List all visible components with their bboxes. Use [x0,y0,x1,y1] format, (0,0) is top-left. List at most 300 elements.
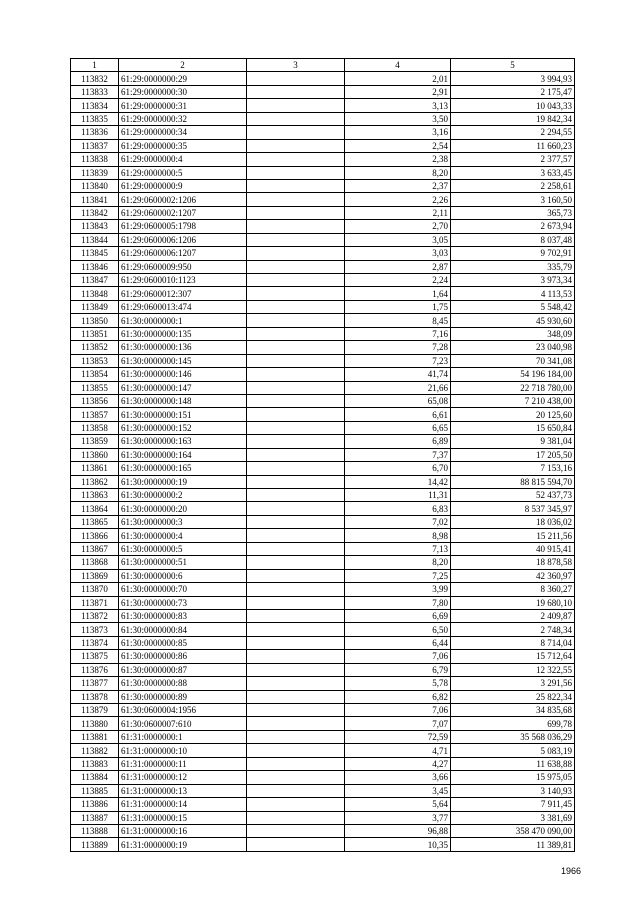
cadastral-number-cell: 61:30:0000000:6 [119,569,247,582]
table-row [71,233,575,246]
empty-cell [247,583,345,596]
cadastral-number-cell: 61:30:0000000:2 [119,489,247,502]
table-row [71,166,575,179]
empty-cell [247,300,345,313]
value-cell: 2,54 [345,139,451,152]
cadastral-number-cell: 61:30:0000000:4 [119,529,247,542]
row-number-cell: 113874 [71,636,119,649]
amount-cell: 11 389,81 [451,838,575,851]
amount-cell: 70 341,08 [451,354,575,367]
amount-cell: 54 196 184,00 [451,368,575,381]
empty-cell [247,72,345,85]
table-row [71,368,575,381]
cadastral-number-cell: 61:29:0600013:474 [119,300,247,313]
value-cell: 72,59 [345,730,451,743]
amount-cell: 2 409,87 [451,609,575,622]
amount-cell: 3 381,69 [451,811,575,824]
table-row [71,824,575,837]
column-header-4: 4 [345,59,451,72]
amount-cell: 3 994,93 [451,72,575,85]
amount-cell: 2 377,57 [451,153,575,166]
empty-cell [247,85,345,98]
amount-cell: 18 036,02 [451,515,575,528]
value-cell: 3,45 [345,784,451,797]
row-number-cell: 113887 [71,811,119,824]
row-number-cell: 113841 [71,193,119,206]
empty-cell [247,153,345,166]
row-number-cell: 113873 [71,623,119,636]
empty-cell [247,650,345,663]
empty-cell [247,489,345,502]
row-number-cell: 113854 [71,368,119,381]
table-row [71,300,575,313]
amount-cell: 10 043,33 [451,99,575,112]
cadastral-number-cell: 61:29:0600010:1123 [119,274,247,287]
amount-cell: 3 973,34 [451,274,575,287]
empty-cell [247,354,345,367]
cadastral-number-cell: 61:31:0000000:11 [119,757,247,770]
row-number-cell: 113881 [71,730,119,743]
amount-cell: 9 702,91 [451,247,575,260]
amount-cell: 5 548,42 [451,300,575,313]
cadastral-number-cell: 61:30:0000000:152 [119,421,247,434]
value-cell: 2,70 [345,220,451,233]
row-number-cell: 113872 [71,609,119,622]
value-cell: 3,99 [345,583,451,596]
empty-cell [247,99,345,112]
value-cell: 5,78 [345,677,451,690]
cadastral-number-cell: 61:30:0000000:148 [119,394,247,407]
cadastral-number-cell: 61:30:0000000:151 [119,408,247,421]
amount-cell: 19 842,34 [451,112,575,125]
cadastral-number-cell: 61:31:0000000:14 [119,798,247,811]
cadastral-number-cell: 61:29:0600012:307 [119,287,247,300]
value-cell: 4,71 [345,744,451,757]
empty-cell [247,247,345,260]
cadastral-number-cell: 61:29:0000000:32 [119,112,247,125]
amount-cell: 17 205,50 [451,448,575,461]
row-number-cell: 113866 [71,529,119,542]
cadastral-number-cell: 61:30:0600007:610 [119,717,247,730]
empty-cell [247,220,345,233]
table-row [71,623,575,636]
value-cell: 65,08 [345,394,451,407]
amount-cell: 7 210 438,00 [451,394,575,407]
column-header-5: 5 [451,59,575,72]
row-number-cell: 113876 [71,663,119,676]
row-number-cell: 113885 [71,784,119,797]
value-cell: 7,13 [345,542,451,555]
amount-cell: 9 381,04 [451,435,575,448]
row-number-cell: 113855 [71,381,119,394]
table-row [71,569,575,582]
row-number-cell: 113843 [71,220,119,233]
value-cell: 2,91 [345,85,451,98]
empty-cell [247,435,345,448]
cadastral-number-cell: 61:31:0000000:16 [119,824,247,837]
value-cell: 7,23 [345,354,451,367]
row-number-cell: 113883 [71,757,119,770]
table-row [71,838,575,851]
cadastral-number-cell: 61:30:0000000:19 [119,475,247,488]
amount-cell: 25 822,34 [451,690,575,703]
value-cell: 11,31 [345,489,451,502]
row-number-cell: 113839 [71,166,119,179]
table-row [71,609,575,622]
table-row [71,126,575,139]
cadastral-number-cell: 61:30:0000000:147 [119,381,247,394]
row-number-cell: 113835 [71,112,119,125]
cadastral-number-cell: 61:29:0000000:4 [119,153,247,166]
header-row [71,59,575,72]
value-cell: 8,98 [345,529,451,542]
empty-cell [247,717,345,730]
row-number-cell: 113870 [71,583,119,596]
table-row [71,475,575,488]
table-row [71,327,575,340]
table-row [71,408,575,421]
value-cell: 6,70 [345,462,451,475]
value-cell: 2,24 [345,274,451,287]
empty-cell [247,515,345,528]
row-number-cell: 113851 [71,327,119,340]
table-row [71,448,575,461]
row-number-cell: 113867 [71,542,119,555]
cadastral-number-cell: 61:30:0000000:165 [119,462,247,475]
cadastral-number-cell: 61:29:0600009:950 [119,260,247,273]
cadastral-number-cell: 61:30:0000000:89 [119,690,247,703]
cadastral-number-cell: 61:30:0000000:135 [119,327,247,340]
amount-cell: 11 638,88 [451,757,575,770]
row-number-cell: 113832 [71,72,119,85]
empty-cell [247,502,345,515]
row-number-cell: 113834 [71,99,119,112]
table-row [71,704,575,717]
value-cell: 8,20 [345,166,451,179]
empty-cell [247,609,345,622]
value-cell: 6,69 [345,609,451,622]
table-row [71,798,575,811]
amount-cell: 365,73 [451,206,575,219]
table-row [71,717,575,730]
empty-cell [247,421,345,434]
cadastral-number-cell: 61:30:0000000:51 [119,556,247,569]
amount-cell: 5 083,19 [451,744,575,757]
row-number-cell: 113882 [71,744,119,757]
table-row [71,220,575,233]
empty-cell [247,327,345,340]
amount-cell: 2 748,34 [451,623,575,636]
row-number-cell: 113856 [71,394,119,407]
amount-cell: 2 175,47 [451,85,575,98]
table-row [71,757,575,770]
row-number-cell: 113833 [71,85,119,98]
cadastral-number-cell: 61:29:0000000:31 [119,99,247,112]
value-cell: 4,27 [345,757,451,770]
value-cell: 3,77 [345,811,451,824]
amount-cell: 3 633,45 [451,166,575,179]
value-cell: 3,03 [345,247,451,260]
row-number-cell: 113886 [71,798,119,811]
cadastral-number-cell: 61:31:0000000:10 [119,744,247,757]
table-row [71,650,575,663]
empty-cell [247,341,345,354]
cadastral-number-cell: 61:29:0600006:1207 [119,247,247,260]
empty-cell [247,314,345,327]
row-number-cell: 113879 [71,704,119,717]
empty-cell [247,408,345,421]
cadastral-number-cell: 61:29:0600006:1206 [119,233,247,246]
value-cell: 3,05 [345,233,451,246]
value-cell: 7,02 [345,515,451,528]
amount-cell: 22 718 780,00 [451,381,575,394]
table-row [71,206,575,219]
value-cell: 5,64 [345,798,451,811]
table-row [71,489,575,502]
value-cell: 3,16 [345,126,451,139]
cadastral-number-cell: 61:29:0600002:1206 [119,193,247,206]
amount-cell: 4 113,53 [451,287,575,300]
cadastral-number-cell: 61:29:0000000:9 [119,179,247,192]
value-cell: 7,37 [345,448,451,461]
empty-cell [247,126,345,139]
row-number-cell: 113842 [71,206,119,219]
row-number-cell: 113836 [71,126,119,139]
empty-cell [247,287,345,300]
value-cell: 7,06 [345,704,451,717]
table-row [71,542,575,555]
table-row [71,556,575,569]
amount-cell: 34 835,68 [451,704,575,717]
empty-cell [247,771,345,784]
table-row [71,193,575,206]
table-row [71,690,575,703]
cadastral-number-cell: 61:30:0000000:85 [119,636,247,649]
value-cell: 2,38 [345,153,451,166]
value-cell: 7,25 [345,569,451,582]
value-cell: 2,26 [345,193,451,206]
amount-cell: 15 211,56 [451,529,575,542]
column-header-3: 3 [247,59,345,72]
value-cell: 6,82 [345,690,451,703]
table-row [71,287,575,300]
empty-cell [247,193,345,206]
value-cell: 8,45 [345,314,451,327]
cadastral-number-cell: 61:31:0000000:15 [119,811,247,824]
empty-cell [247,798,345,811]
amount-cell: 88 815 594,70 [451,475,575,488]
row-number-cell: 113859 [71,435,119,448]
table-row [71,744,575,757]
cadastral-number-cell: 61:30:0000000:73 [119,596,247,609]
amount-cell: 12 322,55 [451,663,575,676]
table-row [71,112,575,125]
cadastral-number-cell: 61:29:0000000:30 [119,85,247,98]
cadastral-number-cell: 61:30:0000000:5 [119,542,247,555]
amount-cell: 15 712,64 [451,650,575,663]
amount-cell: 19 680,10 [451,596,575,609]
row-number-cell: 113864 [71,502,119,515]
empty-cell [247,462,345,475]
cadastral-number-cell: 61:31:0000000:1 [119,730,247,743]
value-cell: 2,01 [345,72,451,85]
amount-cell: 45 930,60 [451,314,575,327]
cadastral-number-cell: 61:29:0000000:29 [119,72,247,85]
table-row [71,771,575,784]
cadastral-number-cell: 61:31:0000000:13 [119,784,247,797]
value-cell: 6,65 [345,421,451,434]
table-row [71,314,575,327]
amount-cell: 8 714,04 [451,636,575,649]
amount-cell: 8 037,48 [451,233,575,246]
table-row [71,274,575,287]
cadastral-number-cell: 61:30:0000000:163 [119,435,247,448]
amount-cell: 8 537 345,97 [451,502,575,515]
table-body [71,72,575,851]
cadastral-number-cell: 61:29:0600002:1207 [119,206,247,219]
amount-cell: 3 140,93 [451,784,575,797]
row-number-cell: 113845 [71,247,119,260]
row-number-cell: 113877 [71,677,119,690]
row-number-cell: 113868 [71,556,119,569]
empty-cell [247,677,345,690]
cadastral-number-cell: 61:30:0000000:86 [119,650,247,663]
row-number-cell: 113837 [71,139,119,152]
amount-cell: 35 568 036,29 [451,730,575,743]
cadastral-number-cell: 61:30:0000000:88 [119,677,247,690]
cadastral-number-cell: 61:30:0000000:3 [119,515,247,528]
row-number-cell: 113878 [71,690,119,703]
value-cell: 14,42 [345,475,451,488]
row-number-cell: 113860 [71,448,119,461]
value-cell: 3,50 [345,112,451,125]
value-cell: 7,07 [345,717,451,730]
amount-cell: 699,78 [451,717,575,730]
row-number-cell: 113840 [71,179,119,192]
empty-cell [247,139,345,152]
value-cell: 7,28 [345,341,451,354]
table-row [71,730,575,743]
value-cell: 7,16 [345,327,451,340]
table-row [71,811,575,824]
table-row [71,139,575,152]
empty-cell [247,811,345,824]
column-header-1: 1 [71,59,119,72]
value-cell: 2,11 [345,206,451,219]
cadastral-number-cell: 61:30:0000000:84 [119,623,247,636]
amount-cell: 52 437,73 [451,489,575,502]
empty-cell [247,233,345,246]
empty-cell [247,381,345,394]
row-number-cell: 113846 [71,260,119,273]
data-table [70,58,575,852]
row-number-cell: 113853 [71,354,119,367]
row-number-cell: 113888 [71,824,119,837]
table-row [71,153,575,166]
row-number-cell: 113849 [71,300,119,313]
row-number-cell: 113869 [71,569,119,582]
table-row [71,99,575,112]
value-cell: 7,06 [345,650,451,663]
amount-cell: 7 911,45 [451,798,575,811]
row-number-cell: 113861 [71,462,119,475]
cadastral-number-cell: 61:30:0000000:83 [119,609,247,622]
empty-cell [247,784,345,797]
row-number-cell: 113871 [71,596,119,609]
table-row [71,677,575,690]
value-cell: 6,83 [345,502,451,515]
empty-cell [247,206,345,219]
amount-cell: 2 294,55 [451,126,575,139]
cadastral-number-cell: 61:30:0000000:87 [119,663,247,676]
value-cell: 96,88 [345,824,451,837]
row-number-cell: 113863 [71,489,119,502]
amount-cell: 335,79 [451,260,575,273]
empty-cell [247,179,345,192]
value-cell: 21,66 [345,381,451,394]
row-number-cell: 113850 [71,314,119,327]
amount-cell: 2 673,94 [451,220,575,233]
table-row [71,247,575,260]
cadastral-number-cell: 61:30:0000000:70 [119,583,247,596]
amount-cell: 7 153,16 [451,462,575,475]
cadastral-number-cell: 61:29:0000000:35 [119,139,247,152]
table-row [71,381,575,394]
cadastral-number-cell: 61:29:0600005:1798 [119,220,247,233]
row-number-cell: 113889 [71,838,119,851]
table-row [71,529,575,542]
empty-cell [247,394,345,407]
amount-cell: 20 125,60 [451,408,575,421]
amount-cell: 2 258,61 [451,179,575,192]
table-row [71,583,575,596]
empty-cell [247,569,345,582]
empty-cell [247,542,345,555]
table-row [71,85,575,98]
cadastral-number-cell: 61:30:0000000:164 [119,448,247,461]
amount-cell: 358 470 090,00 [451,824,575,837]
amount-cell: 11 660,23 [451,139,575,152]
amount-cell: 3 160,50 [451,193,575,206]
table-row [71,354,575,367]
empty-cell [247,744,345,757]
row-number-cell: 113844 [71,233,119,246]
cadastral-number-cell: 61:30:0000000:145 [119,354,247,367]
value-cell: 6,50 [345,623,451,636]
table-row [71,394,575,407]
row-number-cell: 113858 [71,421,119,434]
row-number-cell: 113884 [71,771,119,784]
value-cell: 2,87 [345,260,451,273]
page-number: 1966 [561,866,582,876]
table-row [71,784,575,797]
empty-cell [247,730,345,743]
empty-cell [247,838,345,851]
row-number-cell: 113875 [71,650,119,663]
amount-cell: 40 915,41 [451,542,575,555]
amount-cell: 15 650,84 [451,421,575,434]
empty-cell [247,368,345,381]
empty-cell [247,824,345,837]
row-number-cell: 113857 [71,408,119,421]
table-row [71,462,575,475]
value-cell: 10,35 [345,838,451,851]
amount-cell: 348,09 [451,327,575,340]
cadastral-number-cell: 61:29:0000000:34 [119,126,247,139]
column-header-2: 2 [119,59,247,72]
empty-cell [247,448,345,461]
row-number-cell: 113847 [71,274,119,287]
